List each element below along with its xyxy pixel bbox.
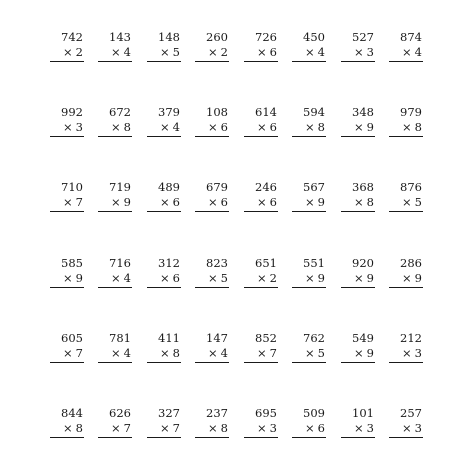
multiplier: 8 <box>123 120 131 134</box>
times-sign: × <box>354 271 364 285</box>
multiplier-line <box>292 271 326 288</box>
times-sign: × <box>63 45 73 59</box>
multiplier: 6 <box>220 120 228 134</box>
times-sign: × <box>160 45 170 59</box>
multiplier: 2 <box>220 45 228 59</box>
multiplicand: 719 <box>109 180 131 194</box>
multiplier: 9 <box>366 346 374 360</box>
multiplier-line <box>147 346 181 363</box>
multiplier-line <box>292 45 326 62</box>
multiplication-problem <box>195 105 229 137</box>
multiplier: 9 <box>414 271 422 285</box>
multiplier-line <box>292 346 326 363</box>
multiplier-line <box>50 45 84 62</box>
multiplier: 5 <box>220 271 228 285</box>
multiplier: 3 <box>366 45 374 59</box>
multiplicand: 594 <box>303 105 325 119</box>
times-sign: × <box>305 421 315 435</box>
times-sign: × <box>354 195 364 209</box>
multiplication-problem <box>195 406 229 438</box>
multiplication-problem <box>147 406 181 438</box>
multiplier-line <box>50 120 84 137</box>
multiplier: 3 <box>414 421 422 435</box>
multiplicand: 920 <box>352 256 374 270</box>
multiplier: 2 <box>269 271 277 285</box>
multiplier: 8 <box>366 195 374 209</box>
times-sign: × <box>160 346 170 360</box>
multiplication-problem <box>147 105 181 137</box>
multiplier-line <box>50 421 84 438</box>
multiplication-problem <box>50 406 84 438</box>
times-sign: × <box>257 346 267 360</box>
multiplication-problem <box>195 30 229 62</box>
multiplication-problem <box>341 105 375 137</box>
multiplier-line <box>389 195 423 212</box>
multiplicand: 823 <box>206 256 228 270</box>
multiplication-problem <box>341 256 375 288</box>
times-sign: × <box>160 421 170 435</box>
times-sign: × <box>402 45 412 59</box>
multiplicand: 379 <box>158 105 180 119</box>
multiplicand: 237 <box>206 406 228 420</box>
multiplication-problem <box>292 105 326 137</box>
multiplier-line <box>244 120 278 137</box>
multiplier: 6 <box>269 195 277 209</box>
multiplicand: 614 <box>255 105 277 119</box>
multiplier: 4 <box>172 120 180 134</box>
multiplicand: 979 <box>400 105 422 119</box>
multiplicand: 312 <box>158 256 180 270</box>
times-sign: × <box>402 271 412 285</box>
multiplier: 6 <box>269 45 277 59</box>
multiplier-line <box>98 195 132 212</box>
multiplicand: 246 <box>255 180 277 194</box>
times-sign: × <box>160 195 170 209</box>
multiplicand: 286 <box>400 256 422 270</box>
multiplier: 6 <box>269 120 277 134</box>
multiplicand: 695 <box>255 406 277 420</box>
multiplication-problem <box>98 180 132 212</box>
multiplication-problem <box>50 331 84 363</box>
multiplier-line <box>50 195 84 212</box>
multiplier-line <box>389 45 423 62</box>
multiplier: 9 <box>317 271 325 285</box>
multiplication-problem <box>341 331 375 363</box>
multiplier: 4 <box>414 45 422 59</box>
multiplication-problem <box>147 180 181 212</box>
multiplication-problem <box>292 30 326 62</box>
multiplicand: 651 <box>255 256 277 270</box>
multiplicand: 368 <box>352 180 374 194</box>
multiplicand: 549 <box>352 331 374 345</box>
times-sign: × <box>208 421 218 435</box>
multiplier-line <box>195 195 229 212</box>
multiplication-problem <box>50 180 84 212</box>
multiplier: 4 <box>123 346 131 360</box>
multiplier: 8 <box>172 346 180 360</box>
multiplication-problem <box>389 256 423 288</box>
multiplicand: 726 <box>255 30 277 44</box>
multiplier-line <box>389 120 423 137</box>
multiplication-problem <box>292 331 326 363</box>
multiplication-problem <box>389 30 423 62</box>
multiplier-line <box>195 271 229 288</box>
multiplication-problem <box>292 180 326 212</box>
times-sign: × <box>63 346 73 360</box>
multiplication-problem <box>147 331 181 363</box>
multiplier: 9 <box>123 195 131 209</box>
multiplicand: 489 <box>158 180 180 194</box>
multiplication-problem <box>50 30 84 62</box>
times-sign: × <box>402 120 412 134</box>
multiplier-line <box>341 120 375 137</box>
multiplicand: 327 <box>158 406 180 420</box>
multiplier: 4 <box>317 45 325 59</box>
multiplier-line <box>389 346 423 363</box>
multiplicand: 876 <box>400 180 422 194</box>
multiplicand: 852 <box>255 331 277 345</box>
multiplier-line <box>147 195 181 212</box>
times-sign: × <box>63 421 73 435</box>
multiplier-line <box>341 45 375 62</box>
times-sign: × <box>305 120 315 134</box>
multiplicand: 101 <box>352 406 374 420</box>
multiplier-line <box>341 421 375 438</box>
times-sign: × <box>402 195 412 209</box>
multiplicand: 672 <box>109 105 131 119</box>
multiplier-line <box>195 120 229 137</box>
multiplicand: 874 <box>400 30 422 44</box>
times-sign: × <box>63 195 73 209</box>
times-sign: × <box>305 346 315 360</box>
multiplier: 3 <box>414 346 422 360</box>
multiplier-line <box>147 45 181 62</box>
multiplication-problem <box>244 406 278 438</box>
multiplicand: 147 <box>206 331 228 345</box>
multiplier-line <box>341 346 375 363</box>
multiplier-line <box>98 346 132 363</box>
multiplicand: 148 <box>158 30 180 44</box>
multiplication-problem <box>50 105 84 137</box>
multiplication-problem <box>389 105 423 137</box>
multiplicand: 679 <box>206 180 228 194</box>
multiplier: 7 <box>123 421 131 435</box>
multiplier: 9 <box>75 271 83 285</box>
multiplicand: 257 <box>400 406 422 420</box>
multiplication-problem <box>195 256 229 288</box>
multiplicand: 450 <box>303 30 325 44</box>
multiplicand: 585 <box>61 256 83 270</box>
times-sign: × <box>208 271 218 285</box>
multiplier: 8 <box>75 421 83 435</box>
multiplication-problem <box>50 256 84 288</box>
times-sign: × <box>354 45 364 59</box>
times-sign: × <box>305 45 315 59</box>
multiplicand: 762 <box>303 331 325 345</box>
multiplier: 8 <box>414 120 422 134</box>
multiplier: 3 <box>366 421 374 435</box>
multiplier: 7 <box>269 346 277 360</box>
multiplier: 7 <box>75 346 83 360</box>
multiplier-line <box>147 120 181 137</box>
multiplicand: 716 <box>109 256 131 270</box>
multiplicand: 605 <box>61 331 83 345</box>
multiplier-line <box>244 421 278 438</box>
multiplier-line <box>341 271 375 288</box>
multiplier: 6 <box>220 195 228 209</box>
multiplicand: 527 <box>352 30 374 44</box>
multiplication-problem <box>244 331 278 363</box>
multiplication-problem <box>147 256 181 288</box>
multiplier-line <box>292 120 326 137</box>
multiplier: 8 <box>317 120 325 134</box>
multiplication-problem <box>195 331 229 363</box>
multiplier-line <box>98 45 132 62</box>
multiplier-line <box>244 271 278 288</box>
multiplication-problem <box>389 331 423 363</box>
times-sign: × <box>257 271 267 285</box>
multiplication-problem <box>98 256 132 288</box>
times-sign: × <box>257 421 267 435</box>
multiplication-problem <box>244 256 278 288</box>
times-sign: × <box>354 120 364 134</box>
multiplier-line <box>98 271 132 288</box>
times-sign: × <box>111 120 121 134</box>
multiplier: 9 <box>366 271 374 285</box>
times-sign: × <box>111 346 121 360</box>
multiplicand: 411 <box>158 331 180 345</box>
multiplication-problem <box>244 180 278 212</box>
multiplication-problem <box>341 406 375 438</box>
multiplier-line <box>195 346 229 363</box>
multiplier: 3 <box>75 120 83 134</box>
times-sign: × <box>257 120 267 134</box>
multiplier: 2 <box>75 45 83 59</box>
multiplicand: 348 <box>352 105 374 119</box>
times-sign: × <box>111 195 121 209</box>
multiplication-problem <box>292 256 326 288</box>
multiplicand: 567 <box>303 180 325 194</box>
multiplier-line <box>341 195 375 212</box>
multiplier-line <box>195 421 229 438</box>
multiplication-problem <box>98 331 132 363</box>
times-sign: × <box>208 45 218 59</box>
multiplier-line <box>195 45 229 62</box>
multiplicand: 844 <box>61 406 83 420</box>
times-sign: × <box>208 346 218 360</box>
multiplier: 4 <box>220 346 228 360</box>
multiplicand: 260 <box>206 30 228 44</box>
multiplication-problem <box>98 30 132 62</box>
times-sign: × <box>63 120 73 134</box>
multiplier-line <box>147 421 181 438</box>
multiplication-problem <box>341 30 375 62</box>
times-sign: × <box>160 120 170 134</box>
multiplier: 5 <box>172 45 180 59</box>
multiplier: 7 <box>75 195 83 209</box>
multiplier-line <box>244 45 278 62</box>
multiplier: 9 <box>317 195 325 209</box>
times-sign: × <box>257 195 267 209</box>
multiplicand: 781 <box>109 331 131 345</box>
times-sign: × <box>63 271 73 285</box>
multiplier: 6 <box>172 271 180 285</box>
multiplier-line <box>389 421 423 438</box>
multiplier: 5 <box>414 195 422 209</box>
multiplicand: 626 <box>109 406 131 420</box>
multiplier-line <box>50 271 84 288</box>
multiplier-line <box>98 120 132 137</box>
multiplier: 5 <box>317 346 325 360</box>
multiplier-line <box>292 195 326 212</box>
multiplicand: 992 <box>61 105 83 119</box>
multiplicand: 143 <box>109 30 131 44</box>
times-sign: × <box>305 195 315 209</box>
multiplication-problem <box>195 180 229 212</box>
multiplier-line <box>50 346 84 363</box>
multiplier-line <box>292 421 326 438</box>
times-sign: × <box>354 421 364 435</box>
multiplication-problem <box>341 180 375 212</box>
multiplier: 3 <box>269 421 277 435</box>
times-sign: × <box>354 346 364 360</box>
times-sign: × <box>111 271 121 285</box>
multiplication-problem <box>98 406 132 438</box>
times-sign: × <box>208 120 218 134</box>
multiplier-line <box>244 195 278 212</box>
multiplier: 9 <box>366 120 374 134</box>
multiplicand: 509 <box>303 406 325 420</box>
times-sign: × <box>208 195 218 209</box>
multiplication-problem <box>292 406 326 438</box>
times-sign: × <box>402 346 412 360</box>
multiplication-problem <box>147 30 181 62</box>
multiplicand: 551 <box>303 256 325 270</box>
multiplier: 4 <box>123 45 131 59</box>
times-sign: × <box>305 271 315 285</box>
times-sign: × <box>257 45 267 59</box>
times-sign: × <box>111 421 121 435</box>
multiplier: 7 <box>172 421 180 435</box>
multiplication-problem <box>244 105 278 137</box>
multiplier: 8 <box>220 421 228 435</box>
multiplicand: 742 <box>61 30 83 44</box>
multiplier: 6 <box>172 195 180 209</box>
multiplication-problem <box>389 180 423 212</box>
multiplier: 4 <box>123 271 131 285</box>
multiplier-line <box>147 271 181 288</box>
multiplicand: 108 <box>206 105 228 119</box>
multiplier: 6 <box>317 421 325 435</box>
multiplication-problem <box>98 105 132 137</box>
multiplier-line <box>98 421 132 438</box>
multiplicand: 212 <box>400 331 422 345</box>
multiplier-line <box>244 346 278 363</box>
times-sign: × <box>111 45 121 59</box>
multiplicand: 710 <box>61 180 83 194</box>
multiplication-problem <box>244 30 278 62</box>
multiplication-problem <box>389 406 423 438</box>
multiplier-line <box>389 271 423 288</box>
times-sign: × <box>402 421 412 435</box>
times-sign: × <box>160 271 170 285</box>
